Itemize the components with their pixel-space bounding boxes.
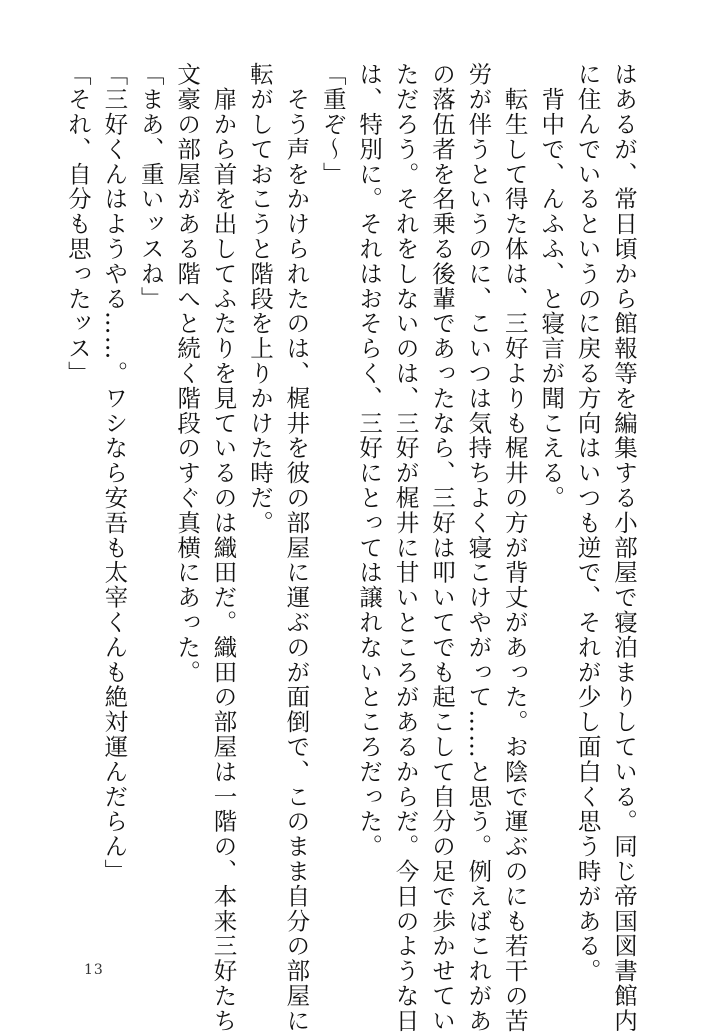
text-line: ただろう。それをしないのは、三好が梶井に甘いところがあるからだ。今日のような日 — [391, 62, 420, 1033]
text-line: 「三好くんはようやる……。ワシなら安吾も太宰くんも絶対運んだらん」 — [100, 62, 129, 884]
text-line: に住んでいるというのに戻る方向はいつも逆で、それが少し面白く思う時がある。 — [573, 62, 602, 984]
text-line: 労が伴うというのに、こいつは気持ちよく寝こけやがって……と思う。例えばこれがあ — [464, 62, 493, 1033]
text-line: 文豪の部屋がある階へと続く階段のすぐ真横にあった。 — [173, 62, 202, 685]
text-line: 背中で、んふふ、と寝言が聞こえる。 — [537, 62, 566, 511]
text-line: は、特別に。それはおそらく、三好にとっては譲れないところだった。 — [355, 62, 384, 859]
text-line: 転がしておこうと階段を上りかけた時だ。 — [245, 62, 274, 536]
text-line: 扉から首を出してふたりを見ているのは織田だ。織田の部屋は一階の、本来三好たち — [209, 62, 238, 1033]
text-line: はあるが、常日頃から館報等を編集する小部屋で寝泊まりしている。同じ帝国図書館内 — [610, 62, 638, 1033]
text-line: 「まあ、重いッスね」 — [136, 62, 165, 311]
text-line: そう声をかけられたのは、梶井を彼の部屋に運ぶのが面倒で、このまま自分の部屋に — [282, 62, 311, 1033]
text-line: 「重ぞ～」 — [318, 62, 347, 187]
text-line: 転生して得た体は、三好よりも梶井の方が背丈があった。お陰で運ぶのにも若干の苦 — [500, 62, 529, 1033]
text-line: の落伍者を名乗る後輩であったなら、三好は叩いてでも起こして自分の足で歩かせてい — [427, 62, 456, 1033]
text-line: 「それ、自分も思ったッス」 — [63, 62, 92, 386]
page-number: 13 — [84, 962, 104, 978]
